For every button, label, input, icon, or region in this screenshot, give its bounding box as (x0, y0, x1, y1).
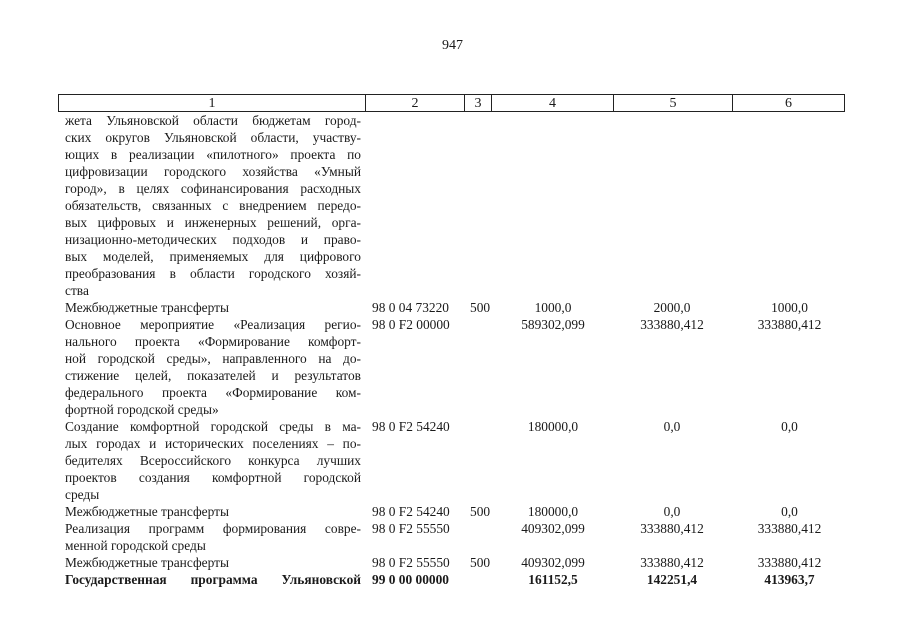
page-number: 947 (442, 38, 463, 53)
row-name-line: Основное мероприятие «Реализация регио- (65, 317, 361, 332)
table-row (0, 112, 905, 299)
row-value-3: 1000,0 (771, 300, 808, 315)
table-row (0, 316, 905, 418)
row-name (65, 554, 361, 571)
row-name-line: ной городской среды», направленного на до- (65, 351, 361, 366)
row-value-2: 0,0 (663, 419, 681, 434)
table-body (0, 112, 905, 588)
header-col-2: 2 (366, 95, 465, 111)
table-row (0, 554, 905, 571)
row-value-3: 333880,412 (757, 317, 822, 332)
header-col-6: 6 (785, 96, 792, 111)
row-name-line: жета Ульяновской области бюджетам город- (65, 113, 361, 128)
row-value-3: 0,0 (781, 419, 798, 434)
row-name-line: фортной городской среды» (65, 402, 219, 417)
row-value-2: 333880,412 (640, 555, 704, 570)
row-value-2: 2000,0 (653, 300, 691, 315)
row-name-line: ских округов Ульяновской области, участву- (65, 130, 361, 145)
row-code: 98 0 F2 54240 (372, 419, 450, 434)
row-value-1: 409302,099 (521, 521, 585, 536)
row-name (65, 418, 361, 503)
row-name-line: Межбюджетные трансферты (65, 555, 229, 570)
row-name-line: низационно-методических подходов и право- (65, 232, 361, 247)
row-name-line: ющих в реализации «пилотного» проекта по (65, 147, 361, 162)
row-name-line: город», в целях софинансирования расходных (65, 181, 361, 196)
table-row (0, 503, 905, 520)
row-name-line: лых городах и исторических поселениях – по- (65, 436, 361, 451)
row-code: 98 0 F2 00000 (372, 317, 450, 332)
header-col-3: 3 (465, 95, 492, 111)
row-name-line: цифровизации городского хозяйства «Умный (65, 164, 361, 179)
row-name-line: проектов создания комфортной городской (65, 470, 361, 485)
row-value-1: 180000,0 (527, 419, 579, 434)
row-value-3: 413963,7 (764, 572, 815, 587)
table-row (0, 418, 905, 503)
row-value-2: 333880,412 (640, 521, 704, 536)
row-value-3: 333880,412 (757, 521, 822, 536)
row-value-1: 409302,099 (521, 555, 585, 570)
row-value-1: 589302,099 (521, 317, 585, 332)
row-name-line: ства (65, 283, 89, 298)
row-code: 98 0 F2 54240 (372, 504, 450, 519)
row-code: 99 0 00 00000 (372, 572, 449, 587)
row-value-3: 333880,412 (757, 555, 822, 570)
table-row (0, 571, 905, 588)
row-value-2: 142251,4 (646, 572, 698, 587)
row-name-line: стижение целей, показателей и результатов (65, 368, 361, 383)
row-name-line: Государственная программа Ульяновской (65, 572, 361, 587)
row-name-line: Создание комфортной городской среды в ма- (65, 419, 361, 434)
row-name (65, 112, 361, 299)
row-name-line: преобразования в области городского хозяй- (65, 266, 361, 281)
row-name-line: Межбюджетные трансферты (65, 300, 229, 315)
row-type: 500 (470, 504, 491, 519)
row-name-line: менной городской среды (65, 538, 206, 553)
row-name (65, 503, 361, 520)
header-col-4: 4 (492, 95, 614, 111)
row-name-line: вых моделей, применяемых для цифрового (65, 249, 361, 264)
row-name-line: обязательств, связанных с внедрением передо- (65, 198, 361, 213)
row-value-3: 0,0 (781, 504, 798, 519)
row-value-2: 333880,412 (640, 317, 704, 332)
row-type: 500 (470, 555, 491, 570)
row-name-line: вых цифровых и инженерных решений, орга- (65, 215, 361, 230)
table-row (0, 299, 905, 316)
row-code: 98 0 F2 55550 (372, 521, 450, 536)
row-code: 98 0 04 73220 (372, 300, 449, 315)
row-type: 500 (470, 300, 491, 315)
row-value-1: 161152,5 (528, 572, 578, 587)
header-col-5: 5 (614, 95, 733, 111)
row-name-line: бедителях Всероссийского конкурса лучших (65, 453, 361, 468)
table-row (0, 520, 905, 554)
row-value-2: 0,0 (663, 504, 681, 519)
row-name (65, 299, 361, 316)
row-code: 98 0 F2 55550 (372, 555, 450, 570)
row-value-1: 1000,0 (534, 300, 572, 315)
row-name (65, 571, 361, 588)
table-header (58, 94, 845, 112)
row-value-1: 180000,0 (527, 504, 579, 519)
row-name-line: Межбюджетные трансферты (65, 504, 229, 519)
row-name-line: нального проекта «Формирование комфорт- (65, 334, 361, 349)
row-name-line: среды (65, 487, 100, 502)
row-name-line: Реализация программ формирования совре- (65, 521, 361, 536)
row-name (65, 316, 361, 418)
header-col-1: 1 (59, 95, 366, 111)
row-name-line: федерального проекта «Формирование ком- (65, 385, 361, 400)
row-name (65, 520, 361, 554)
